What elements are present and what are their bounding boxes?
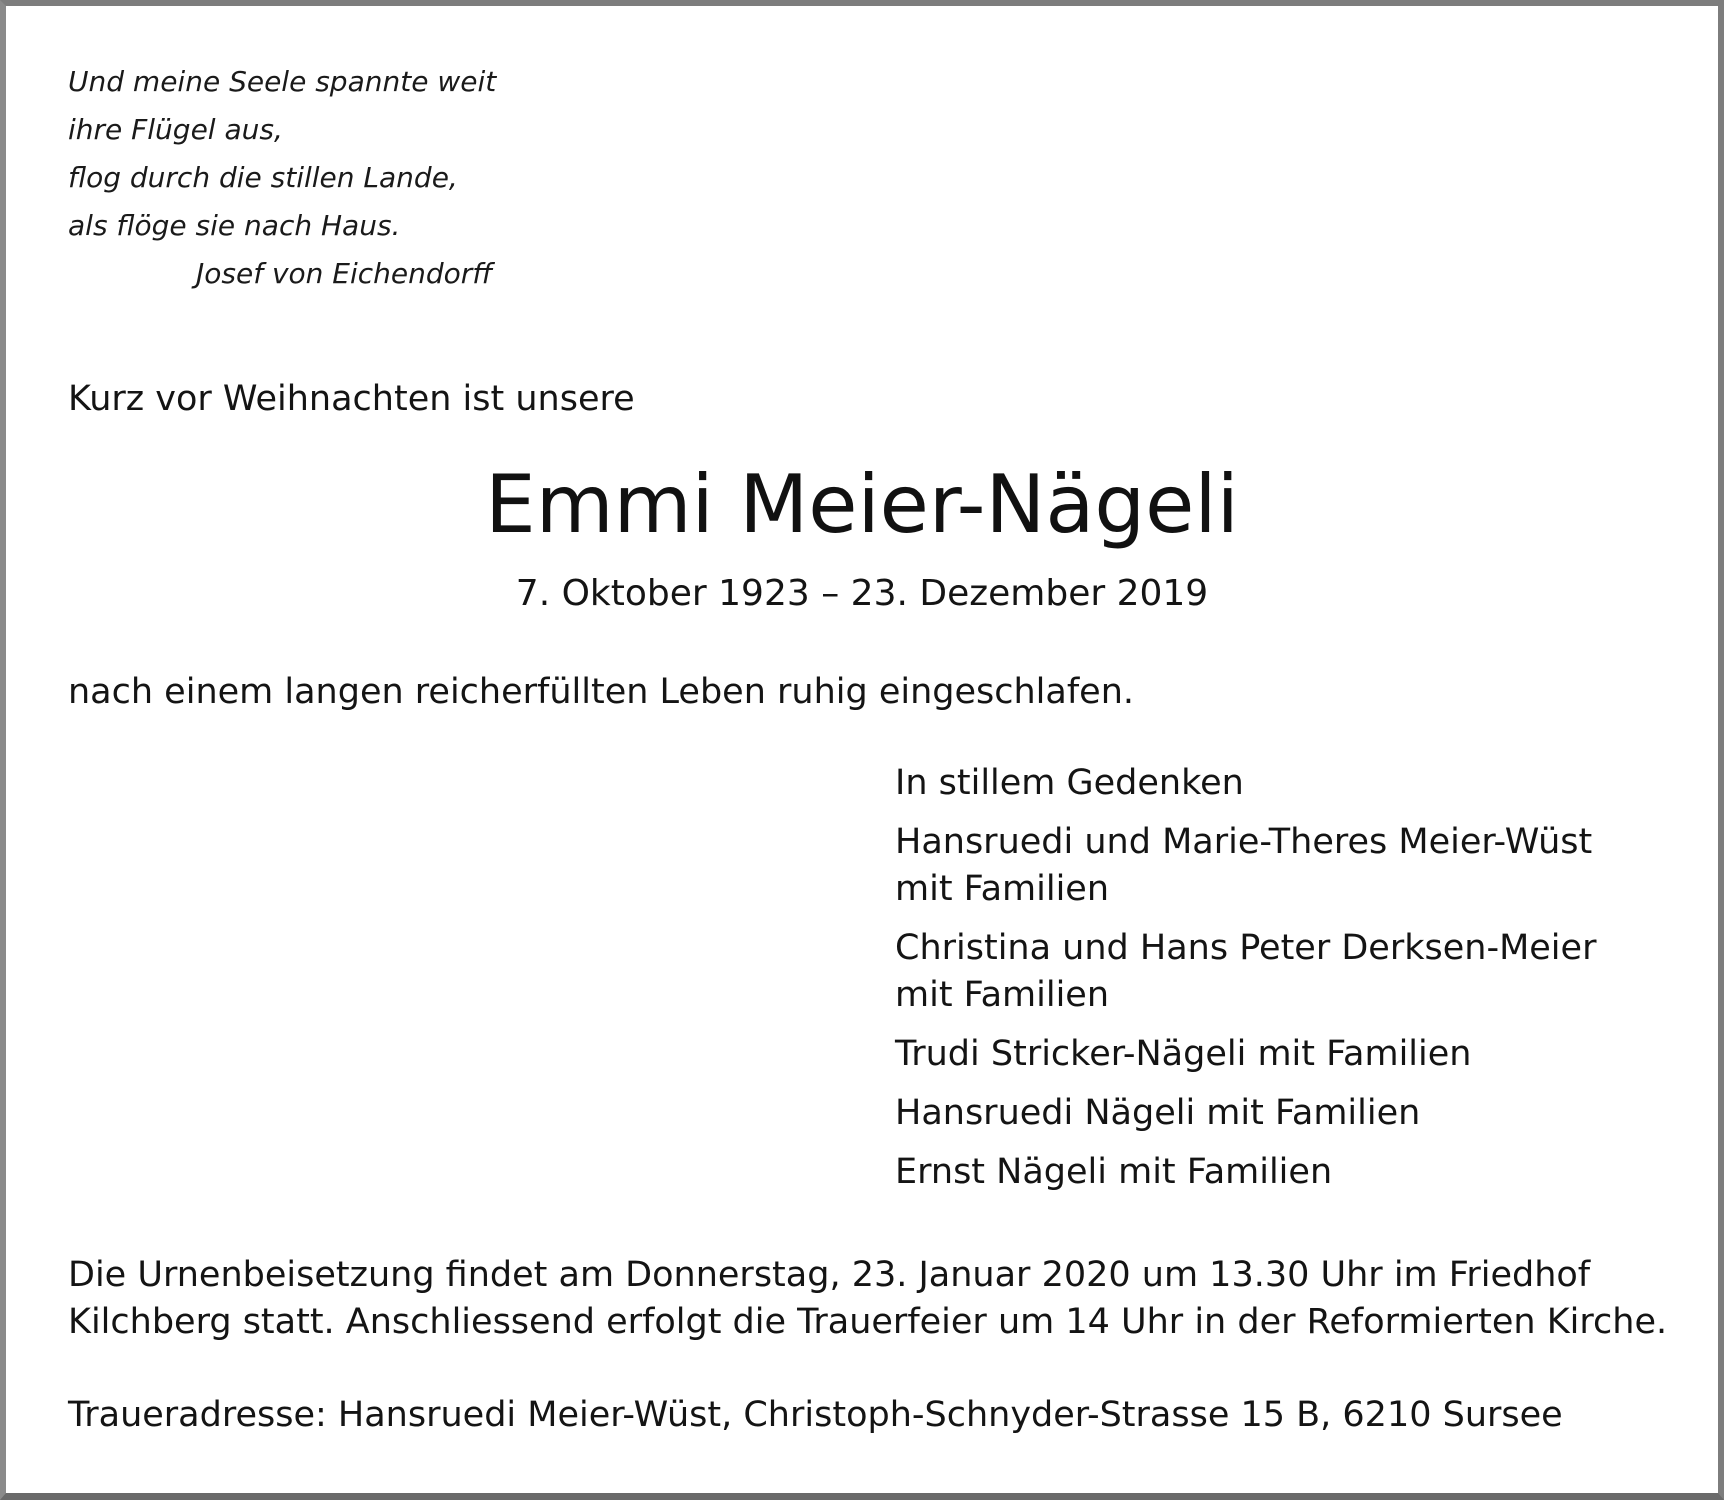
poem bbox=[68, 58, 496, 298]
poem-line: Und meine Seele spannte weit bbox=[68, 65, 497, 98]
mourner-line: Christina und Hans Peter Derksen-Meier bbox=[895, 928, 1597, 968]
funeral-line: Die Urnenbeisetzung findet am Donnerstag, 23. Januar 2020 um 13.30 Uhr im Friedhof bbox=[68, 1255, 1591, 1295]
mourners-block bbox=[895, 760, 1596, 1196]
mourner-entry bbox=[895, 1031, 1596, 1078]
poem-line: flog durch die stillen Lande, bbox=[68, 161, 458, 194]
mourner-entry bbox=[895, 819, 1596, 913]
mourner-line: Ernst Nägeli mit Familien bbox=[895, 1152, 1333, 1192]
mourning-address: Traueradresse: Hansruedi Meier-Wüst, Christoph-Schnyder-Strasse 15 B, 6210 Sursee bbox=[68, 1395, 1563, 1435]
mourner-entry bbox=[895, 1090, 1596, 1137]
mourner-line: Hansruedi und Marie-Theres Meier-Wüst bbox=[895, 822, 1593, 862]
funeral-info bbox=[68, 1252, 1667, 1346]
life-dates: 7. Oktober 1923 – 23. Dezember 2019 bbox=[515, 573, 1209, 614]
mourner-line: Trudi Stricker-Nägeli mit Familien bbox=[895, 1034, 1472, 1074]
mourner-entry bbox=[895, 925, 1596, 1019]
poem-line: als flöge sie nach Haus. bbox=[68, 209, 401, 242]
passing-text: nach einem langen reicherfüllten Leben ruhig eingeschlafen. bbox=[68, 672, 1135, 712]
funeral-line: Kilchberg statt. Anschliessend erfolgt die Trauerfeier um 14 Uhr in der Reformierten Kirche. bbox=[68, 1302, 1668, 1342]
intro-text: Kurz vor Weihnachten ist unsere bbox=[68, 379, 635, 419]
mourners-heading: In stillem Gedenken bbox=[895, 763, 1244, 803]
mourner-line: mit Familien bbox=[895, 869, 1110, 909]
poem-line: ihre Flügel aus, bbox=[68, 113, 283, 146]
mourner-entry bbox=[895, 1149, 1596, 1196]
mourner-line: mit Familien bbox=[895, 975, 1110, 1015]
deceased-name: Emmi Meier-Nägeli bbox=[485, 458, 1239, 551]
poem-author: Josef von Eichendorff bbox=[196, 257, 493, 290]
mourner-line: Hansruedi Nägeli mit Familien bbox=[895, 1093, 1421, 1133]
